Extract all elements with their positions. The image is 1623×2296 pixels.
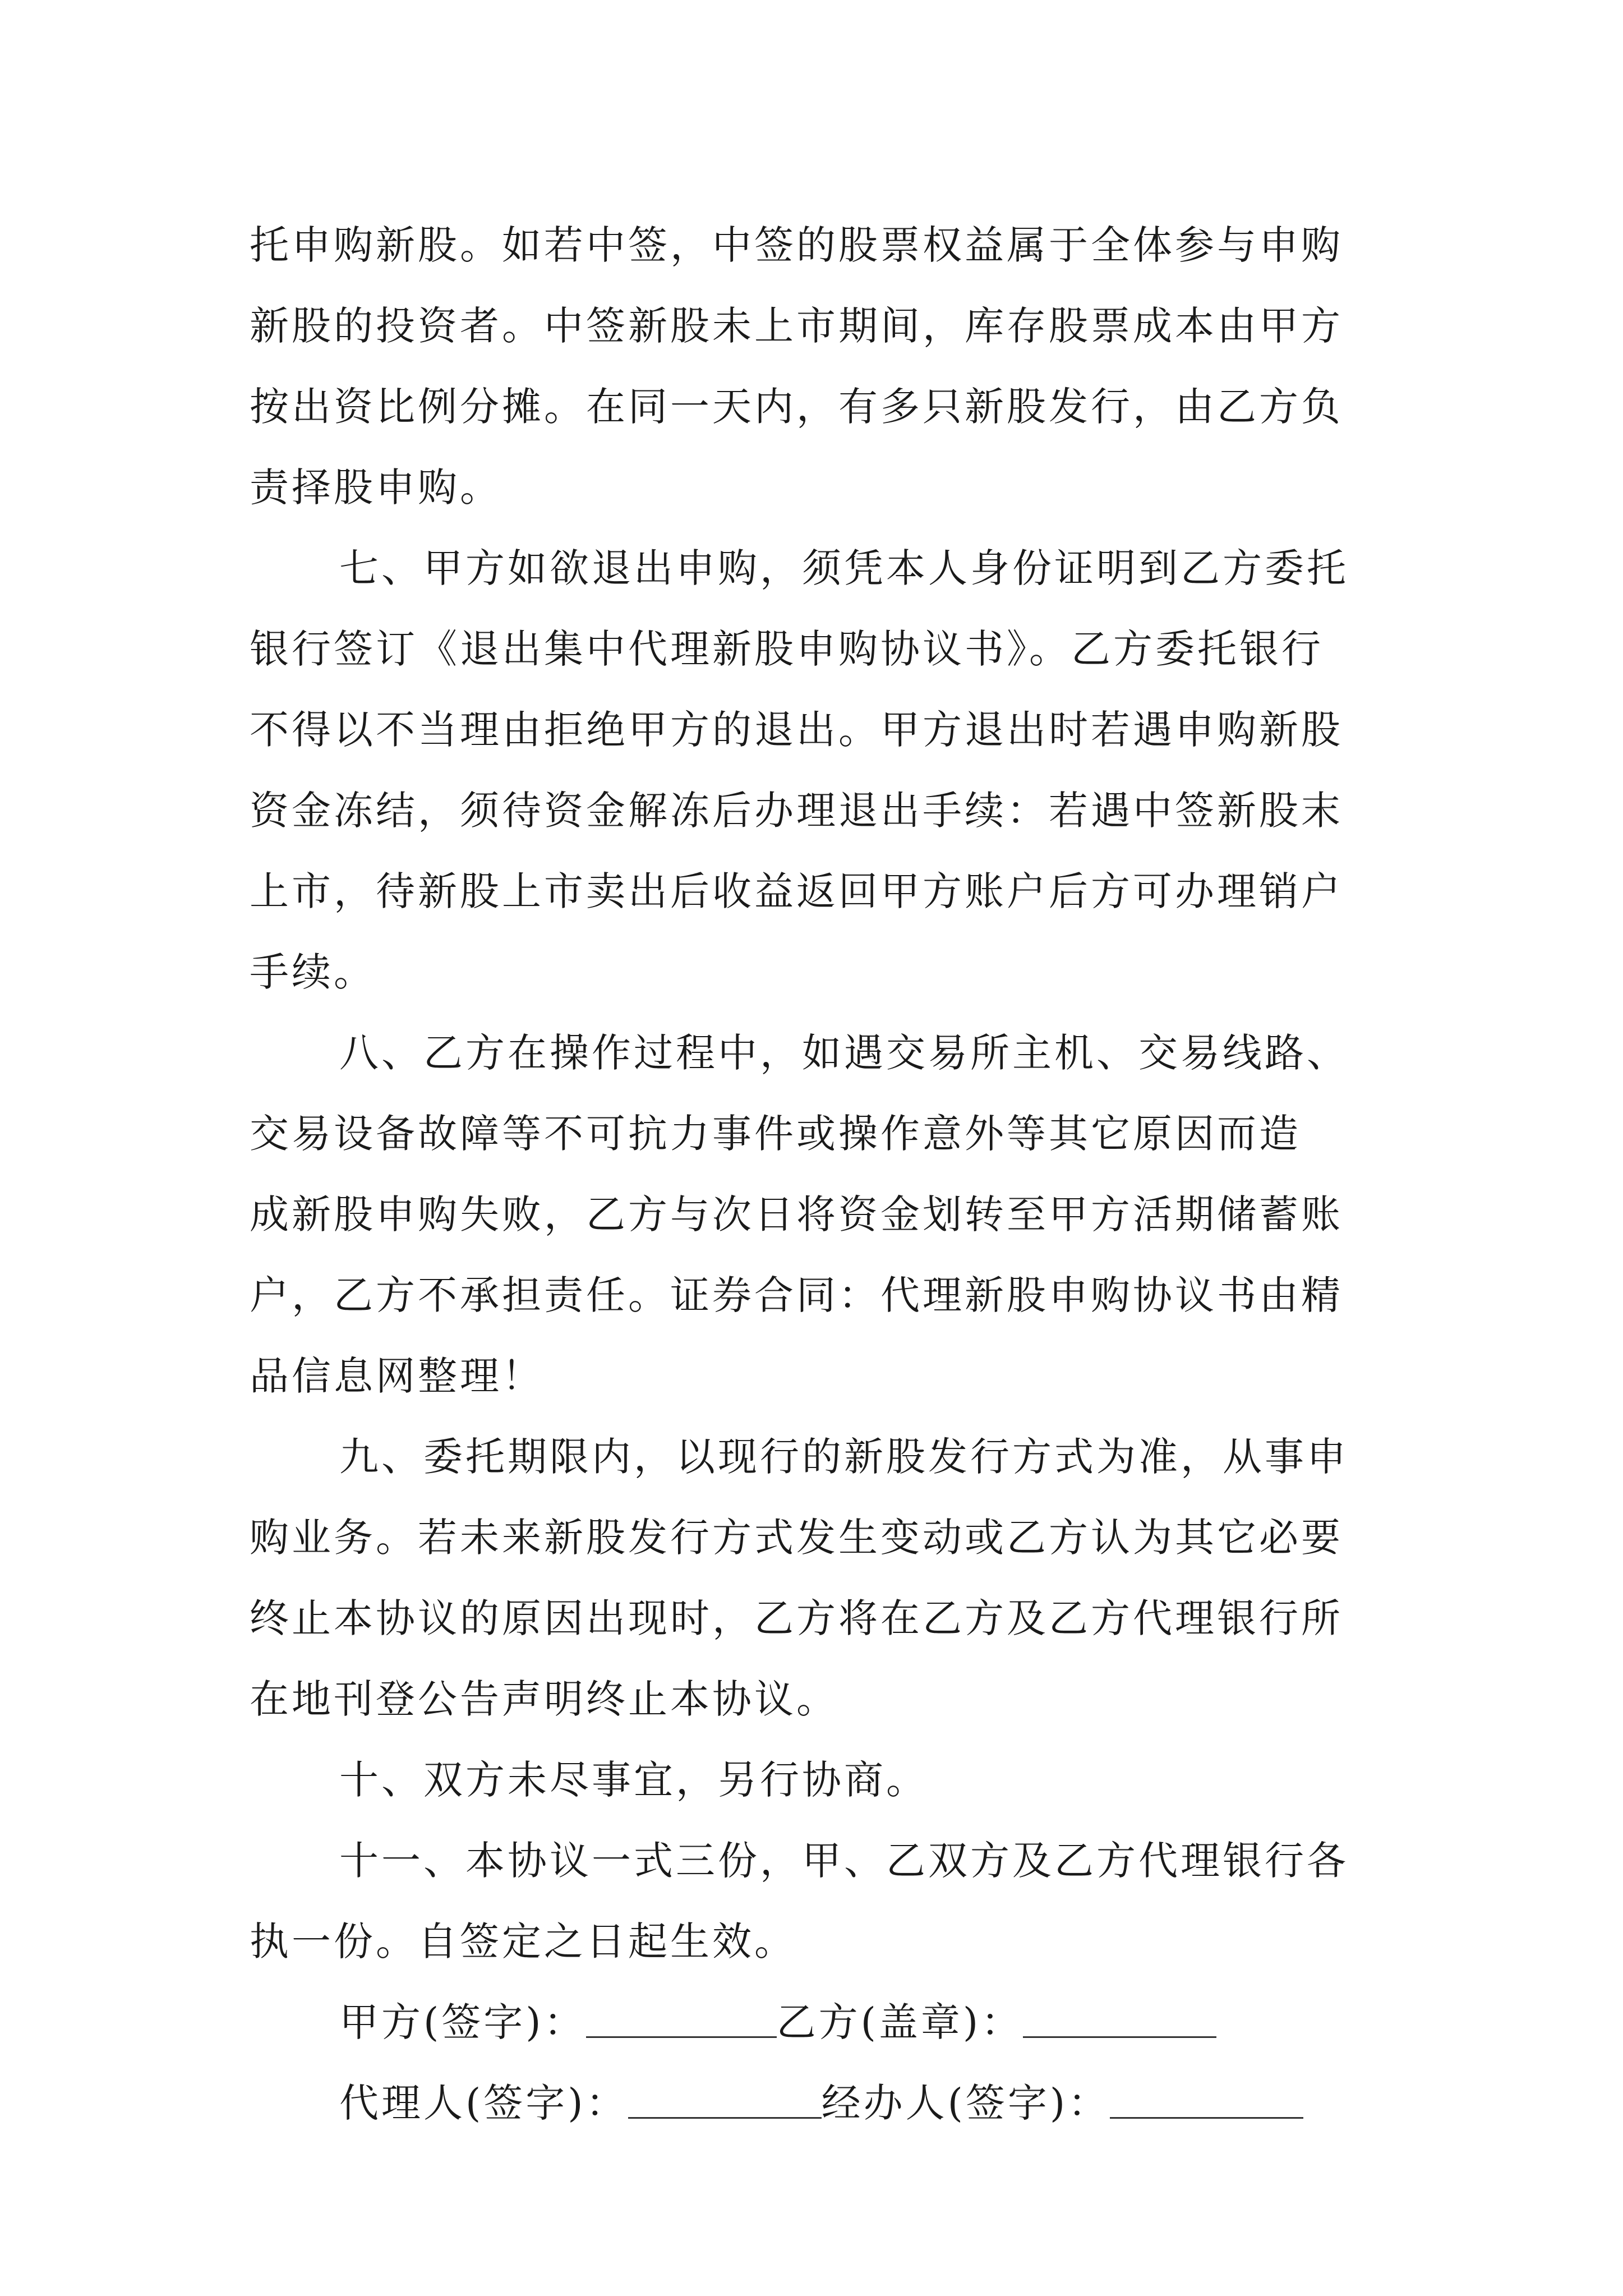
document-body xyxy=(250,205,1394,2143)
party-b-seal-label: 乙方(盖章)： xyxy=(776,1999,1023,2045)
paragraph-line: 终止本协议的原因出现时，乙方将在乙方及乙方代理银行所 xyxy=(250,1595,1343,1641)
paragraph-line: 按出资比例分摊。在同一天内，有多只新股发行，由乙方负 xyxy=(250,384,1343,430)
signature-row-agents xyxy=(250,2063,1394,2143)
clause-11-first-line: 十一、本协议一式三份，甲、乙双方及乙方代理银行各 xyxy=(339,1838,1349,1884)
agent-signature-blank[interactable] xyxy=(628,2083,822,2119)
paragraph-line: 上市，待新股上市卖出后收益返回甲方账户后方可办理销户 xyxy=(250,868,1343,914)
clause-10-line: 十、双方未尽事宜，另行协商。 xyxy=(339,1757,928,1803)
paragraph-line: 不得以不当理由拒绝甲方的退出。甲方退出时若遇申购新股 xyxy=(250,707,1343,753)
paragraph-line: 手续。 xyxy=(250,949,376,995)
paragraph-line: 银行签订《退出集中代理新股申购协议书》。乙方委托银行 xyxy=(250,626,1324,672)
agent-signature-label: 代理人(签字)： xyxy=(339,2080,628,2126)
party-a-signature-blank[interactable] xyxy=(586,2003,777,2038)
party-a-signature-label: 甲方(签字)： xyxy=(339,1999,586,2045)
paragraph-line: 在地刊登公告声明终止本协议。 xyxy=(250,1676,838,1722)
handler-signature-label: 经办人(签字)： xyxy=(821,2080,1110,2126)
signature-row-parties xyxy=(250,1982,1394,2063)
clause-7-first-line: 七、甲方如欲退出申购，须凭本人身份证明到乙方委托 xyxy=(339,545,1349,591)
clause-8-first-line: 八、乙方在操作过程中，如遇交易所主机、交易线路、 xyxy=(339,1030,1349,1076)
paragraph-line: 资金冻结，须待资金解冻后办理退出手续：若遇中签新股末 xyxy=(250,788,1343,834)
paragraph-line: 新股的投资者。中签新股未上市期间，库存股票成本由甲方 xyxy=(250,303,1343,349)
paragraph-line: 户，乙方不承担责任。证券合同：代理新股申购协议书由精 xyxy=(250,1272,1343,1318)
party-b-seal-blank[interactable] xyxy=(1023,2003,1216,2038)
paragraph-line: 执一份。自签定之日起生效。 xyxy=(250,1918,796,1964)
paragraph-line: 品信息网整理！ xyxy=(250,1353,544,1399)
paragraph-line: 托申购新股。如若中签，中签的股票权益属于全体参与申购 xyxy=(250,222,1343,268)
paragraph-line: 交易设备故障等不可抗力事件或操作意外等其它原因而造 xyxy=(250,1111,1301,1157)
paragraph-line: 责择股申购。 xyxy=(250,464,502,510)
paragraph-line: 购业务。若未来新股发行方式发生变动或乙方认为其它必要 xyxy=(250,1515,1343,1561)
paragraph-line: 成新股申购失败，乙方与次日将资金划转至甲方活期储蓄账 xyxy=(250,1191,1343,1237)
handler-signature-blank[interactable] xyxy=(1110,2083,1303,2119)
clause-9-first-line: 九、委托期限内，以现行的新股发行方式为准，从事申 xyxy=(339,1434,1349,1480)
